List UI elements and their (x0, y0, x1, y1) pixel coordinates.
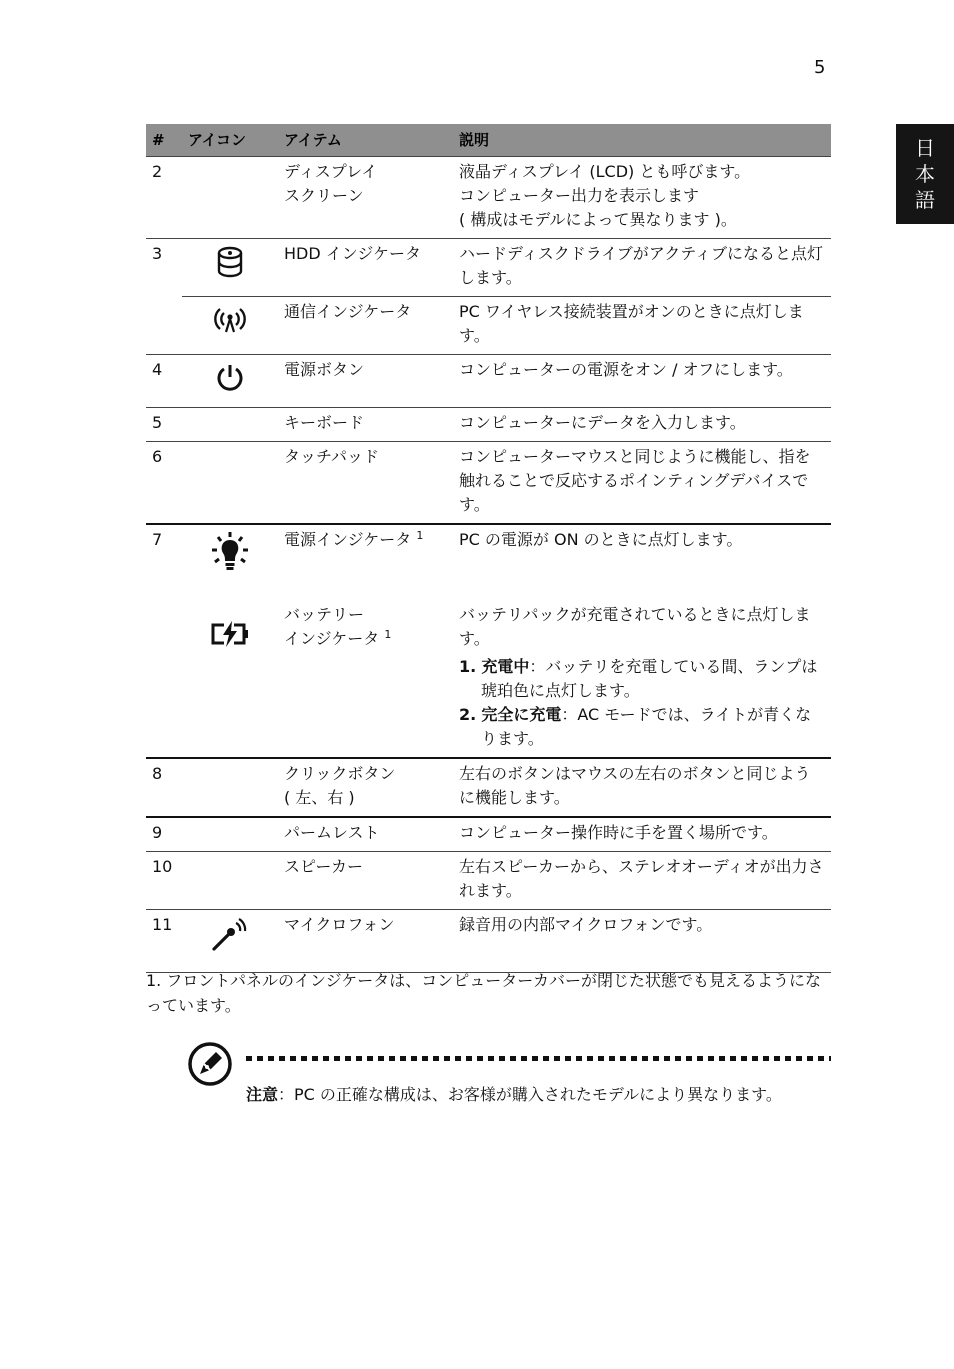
row-item: 通信インジケータ (278, 297, 453, 355)
row-description: コンピューターマウスと同じように機能し、指を触れることで反応するポインティングデバイスです。 (453, 442, 831, 525)
table-row (146, 239, 831, 297)
list-item (459, 655, 825, 703)
row-description: コンピューターにデータを入力します。 (453, 408, 831, 442)
table-row (146, 157, 831, 239)
row-number: 8 (146, 758, 182, 817)
table-row (146, 910, 831, 973)
header-icon: アイコン (182, 124, 278, 157)
footnote: 1. フロントパネルのインジケータは、コンピューターカバーが閉じた状態でも見えるようになっています。 (146, 971, 821, 1015)
table-row (146, 524, 831, 593)
row-description: PC の電源が ON のときに点灯します。 (453, 524, 831, 593)
row-number: 3 (146, 239, 182, 297)
row-item (278, 593, 453, 758)
wireless-icon (210, 304, 250, 334)
item-line: クリックボタン (284, 764, 396, 783)
note-body: ：PC の正確な構成は、お客様が購入されたモデルにより異なります。 (278, 1085, 782, 1104)
row-item: 電源ボタン (278, 355, 453, 408)
desc-text: バッテリパックが充電されているときに点灯します。 (459, 605, 811, 648)
table-row (146, 297, 831, 355)
item-line: ディスプレイ (284, 162, 378, 181)
row-description (453, 593, 831, 758)
row-item: HDD インジケータ (278, 239, 453, 297)
row-item (278, 157, 453, 239)
status-list (459, 655, 825, 751)
table-row (146, 758, 831, 817)
microphone-icon (210, 917, 250, 953)
list-number: 2. (459, 705, 477, 724)
table-row (146, 593, 831, 758)
item-line: バッテリー (284, 605, 365, 624)
header-desc: 説明 (453, 124, 831, 157)
table-header-row (146, 124, 831, 157)
row-description: 録音用の内部マイクロフォンです。 (453, 910, 831, 973)
item-line: ( 左、右 ) (284, 788, 355, 807)
battery-charging-icon (210, 619, 250, 649)
language-tab (896, 124, 954, 224)
table-row (146, 355, 831, 408)
item-label: 電源インジケータ (284, 530, 412, 549)
header-num: # (146, 124, 182, 157)
row-item: キーボード (278, 408, 453, 442)
row-number: 2 (146, 157, 182, 239)
row-item: マイクロフォン (278, 910, 453, 973)
language-tab-char: 日 (915, 136, 935, 160)
list-term: 充電中 (481, 657, 530, 676)
component-table (146, 124, 831, 973)
hdd-icon (215, 246, 245, 280)
item-line (284, 627, 447, 651)
footnote-ref: 1 (384, 628, 392, 641)
list-item (459, 703, 825, 751)
desc-line: 液晶ディスプレイ (LCD) とも呼びます。 (459, 162, 751, 181)
row-description: コンピューターの電源をオン / オフにします。 (453, 355, 831, 408)
list-number: 1. (459, 657, 477, 676)
list-text: ：AC モードでは、ライトが青くなります。 (481, 705, 812, 748)
table-row (146, 408, 831, 442)
desc-line: コンピューター出力を表示します (459, 186, 700, 205)
language-tab-char: 本 (915, 162, 935, 186)
note-divider (246, 1056, 831, 1061)
row-number: 6 (146, 442, 182, 525)
row-item: タッチパッド (278, 442, 453, 525)
power-indicator-icon (209, 532, 251, 580)
row-description: 左右スピーカーから、ステレオオーディオが出力されます。 (453, 852, 831, 910)
table-row (146, 852, 831, 910)
note-icon (186, 1040, 234, 1088)
header-item: アイテム (278, 124, 453, 157)
row-description: ハードディスクドライブがアクティブになると点灯します。 (453, 239, 831, 297)
row-item: パームレスト (278, 817, 453, 852)
row-item: スピーカー (278, 852, 453, 910)
row-number: 7 (146, 524, 182, 593)
footnote-ref: 1 (416, 529, 424, 542)
table-row (146, 817, 831, 852)
desc-line: ( 構成はモデルによって異なります )。 (459, 210, 737, 229)
row-description: コンピューター操作時に手を置く場所です。 (453, 817, 831, 852)
row-description: 左右のボタンはマウスの左右のボタンと同じように機能します。 (453, 758, 831, 817)
list-term: 完全に充電 (481, 705, 562, 724)
row-description: PC ワイヤレス接続装置がオンのときに点灯します。 (453, 297, 831, 355)
row-item (278, 758, 453, 817)
row-number: 11 (146, 910, 182, 973)
row-number: 4 (146, 355, 182, 408)
row-number: 10 (146, 852, 182, 910)
table-row (146, 442, 831, 525)
power-icon (214, 362, 246, 394)
row-description (453, 157, 831, 239)
item-label: インジケータ (284, 629, 380, 648)
row-item (278, 524, 453, 593)
note-label: 注意 (246, 1085, 279, 1104)
note-text (246, 1082, 816, 1107)
item-line: スクリーン (284, 186, 364, 205)
row-number: 9 (146, 817, 182, 852)
language-tab-char: 語 (915, 188, 935, 212)
row-number: 5 (146, 408, 182, 442)
list-text: ：バッテリを充電している間、ランプは琥珀色に点灯します。 (481, 657, 818, 700)
page-number: 5 (814, 57, 826, 78)
